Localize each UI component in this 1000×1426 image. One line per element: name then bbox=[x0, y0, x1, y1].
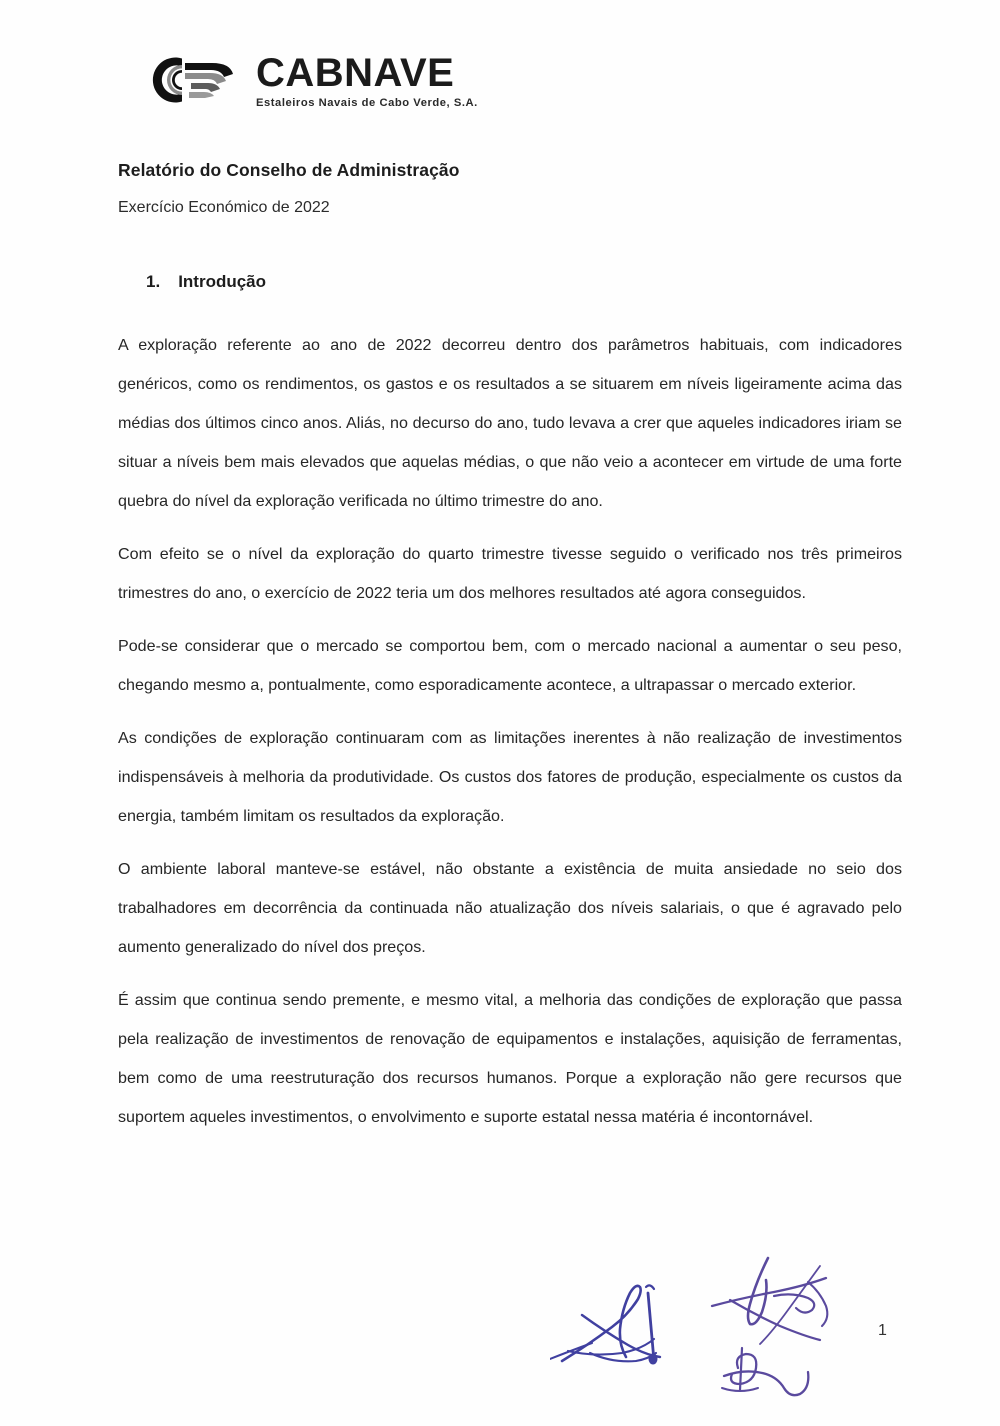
company-name: CABNAVE bbox=[256, 50, 455, 95]
cabnave-logo-icon bbox=[138, 46, 242, 114]
signature-icon bbox=[550, 1253, 700, 1403]
paragraph: É assim que continua sendo premente, e mesmo vital, a melhoria das condições de exploração que passa pela realização de investimentos de renovação de equipamentos e instalações, aquisição de ferramentas, bem como de uma reestruturação dos recursos humanos. Porque a exploração não gere recursos que suportem aqueles investimentos, o envolvimento e suporte estatal nessa matéria é incontornável. bbox=[118, 991, 902, 1126]
signature-icon bbox=[708, 1248, 868, 1413]
paragraph: Com efeito se o nível da exploração do quarto trimestre tivesse seguido o verificado nos três primeiros trimestres do ano, o exercício de 2022 teria um dos melhores resultados até agora conseguidos. bbox=[118, 545, 902, 602]
section-title: Introdução bbox=[178, 272, 267, 291]
body-text bbox=[118, 326, 902, 1137]
letterhead bbox=[138, 46, 478, 114]
company-tagline: Estaleiros Navais de Cabo Verde, S.A. bbox=[256, 96, 478, 109]
logo-wordmark bbox=[256, 51, 478, 109]
document-subtitle: Exercício Económico de 2022 bbox=[118, 199, 330, 216]
paragraph: O ambiente laboral manteve-se estável, não obstante a existência de muita ansiedade no seio dos trabalhadores em decorrência da continuada não atualização dos níveis salariais, o que é agravado pelo aumento generalizado do nível dos preços. bbox=[118, 860, 902, 956]
paragraph: As condições de exploração continuaram com as limitações inerentes à não realização de investimentos indispensáveis à melhoria da produtividade. Os custos dos fatores de produção, especialmente os custos da energia, também limitam os resultados da exploração. bbox=[118, 729, 902, 825]
page-number: 1 bbox=[878, 1322, 887, 1339]
paragraph: Pode-se considerar que o mercado se comportou bem, com o mercado nacional a aumentar o seu peso, chegando mesmo a, pontualmente, como esporadicamente acontece, a ultrapassar o mercado exterior. bbox=[118, 637, 902, 694]
signature-block bbox=[540, 1248, 870, 1418]
section-heading bbox=[118, 272, 888, 292]
paragraph: A exploração referente ao ano de 2022 decorreu dentro dos parâmetros habituais, com indicadores genéricos, como os rendimentos, os gastos e os resultados a se situarem em níveis ligeiramente acima das médias dos últimos cinco anos. Aliás, no decurso do ano, tudo levava a crer que aqueles indicadores iriam se situar a níveis bem mais elevados que aquelas médias, o que não veio a acontecer em virtude de uma forte quebra do nível da exploração verificada no último trimestre do ano. bbox=[118, 336, 902, 510]
section-number: 1. bbox=[146, 272, 161, 291]
document-title: Relatório do Conselho de Administração bbox=[118, 160, 460, 180]
